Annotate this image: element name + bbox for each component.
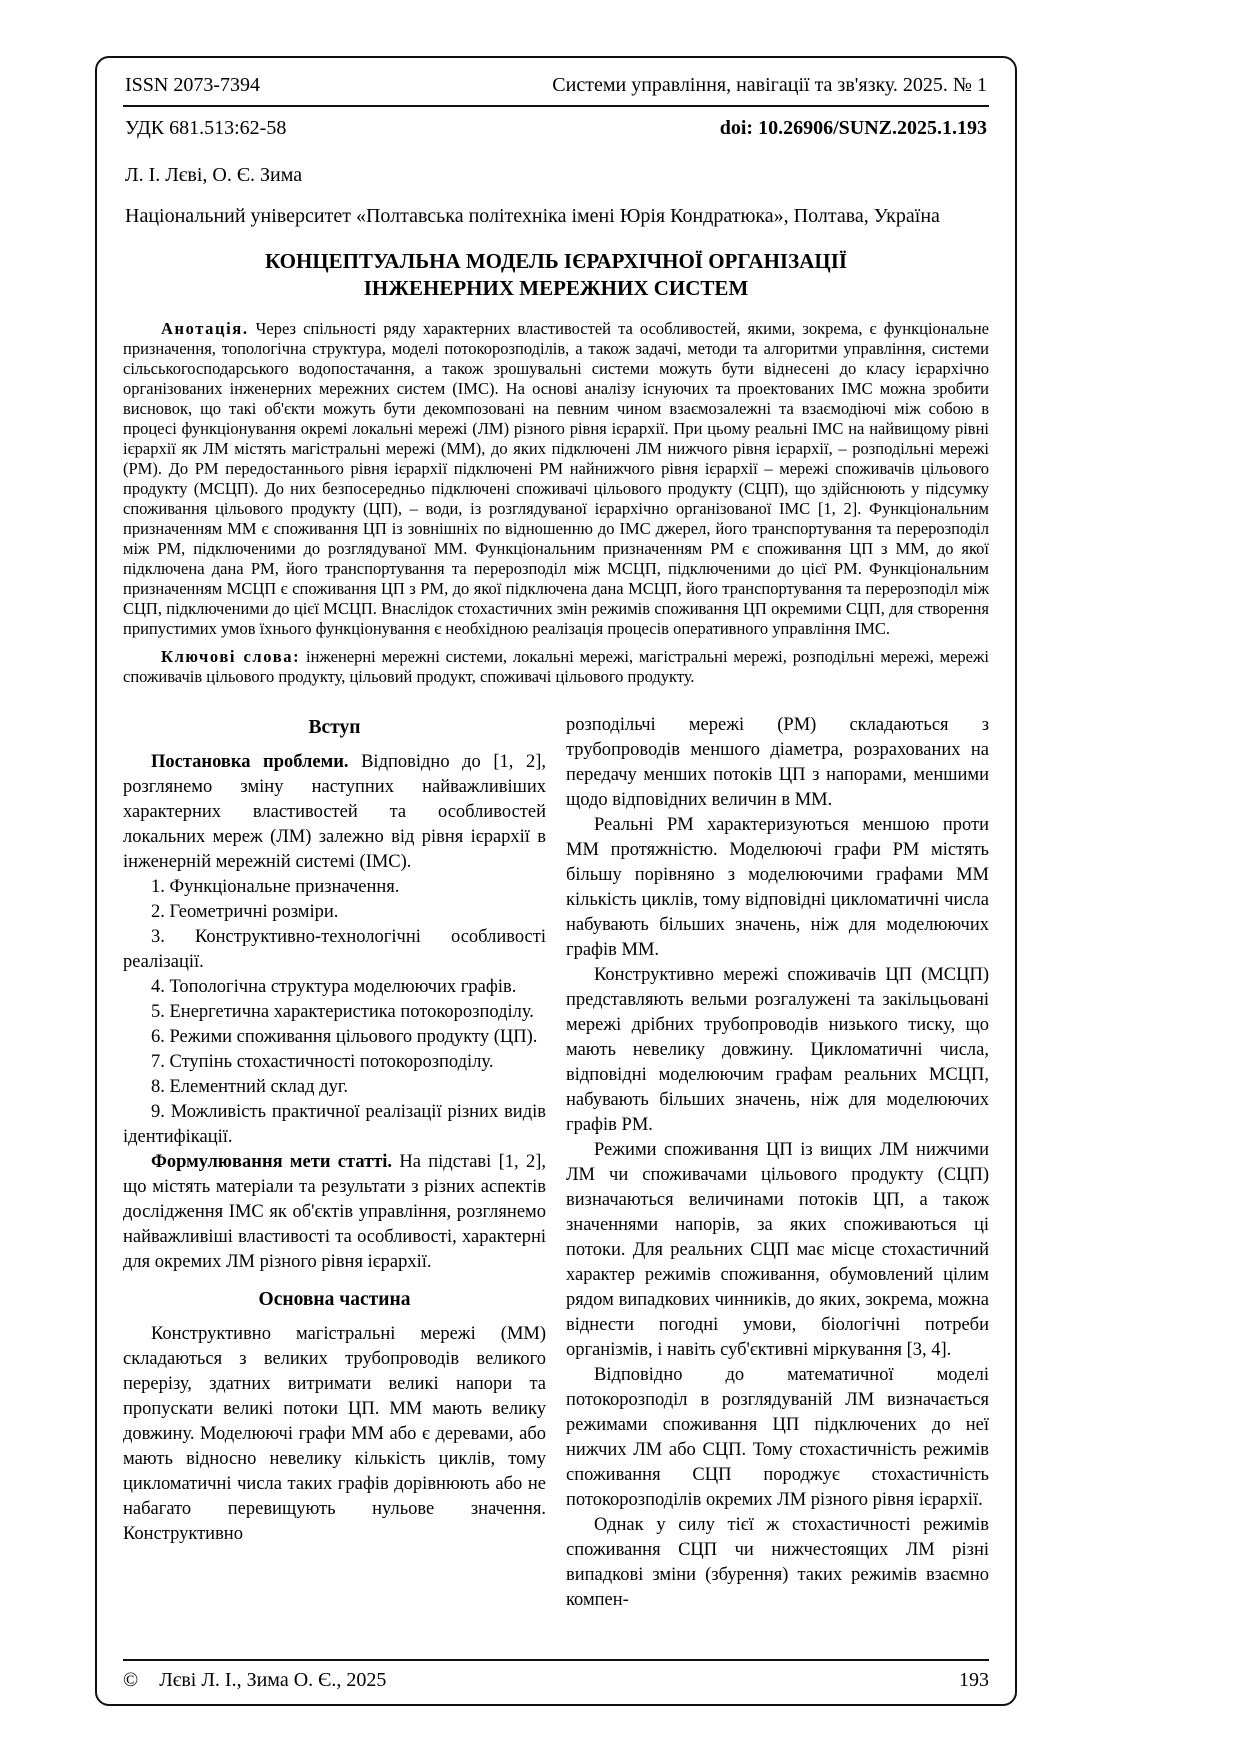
issn-label: ISSN 2073-7394: [125, 74, 261, 96]
abstract-paragraph: [123, 319, 989, 639]
page-footer: [123, 1659, 989, 1692]
problem-statement-lead: Постановка проблеми.: [151, 751, 349, 772]
problem-statement-paragraph: [123, 750, 546, 875]
right-paragraph-3: Конструктивно мережі споживачів ЦП (МСЦП) представляють вельми розгалужені та закільцьовані мережі дрібних трубопроводів низького тиску, що мають невелику довжину. Цикломатичні числа, відповідні моделюючим графам реальних МСЦП, набувають більших значень, ніж для моделюючих графів РМ.: [566, 964, 989, 1135]
right-paragraph-2: Реальні РМ характеризуються меншою проти ММ протяжністю. Моделюючі графи РМ містять більшу порівняно з моделюючими графами ММ кількість циклів, тому відповідні цикломатичні числа набувають більших значень, ніж для моделюючих графів ММ.: [566, 814, 989, 960]
journal-title: Системи управління, навігації та зв'язку. 2025. № 1: [552, 74, 987, 96]
goal-lead: Формулювання мети статті.: [151, 1151, 393, 1172]
abstract-text: Через спільності ряду характерних властивостей та особливостей, якими, зокрема, є функціональне призначення, топологічна структура, моделі потокорозподілів, а також задачі, методи та алгоритми управління, системи сільськогосподарського водопостачання, а також зрошувальні системи можуть бути віднесені до класу ієрархічно організованих інженерних мережних систем (ІМС). На основі аналізу існуючих та проектованих ІМС можна зробити висновок, що такі об'єкти можуть бути декомпозовані на певним чином взаємозалежні та взаємодіючі між собою в процесі функціонування окремі локальні мережі (ЛМ) різного рівня ієрархії. При цьому реальні ІМС на найвищому рівні ієрархії як ЛМ містять магістральні мережі (ММ), до яких підключені ЛМ нижчого рівня ієрархії, – розподільні мережі (РМ). До РМ передостаннього рівня ієрархії підключені РМ найнижчого рівня ієрархії – мережі споживачів цільового продукту (МСЦП). До них безпосередньо підключені споживачі цільового продукту (СЦП), що здійснюють у підсумку споживання цільового продукту (ЦП), – води, із розглядуваної ієрархічно організованої ІМС [1, 2]. Функціональним призначенням ММ є споживання ЦП із зовнішніх по відношенню до ІМС джерел, його транспортування та перерозподіл між РМ, підключеними до розглядуваної ММ. Функціональним призначенням РМ є споживання ЦП з ММ, до якої підключена дана РМ, його транспортування та перерозподіл між МСЦП, підключеними до цієї РМ. Функціональним призначенням МСЦП є споживання ЦП з РМ, до якої підключена дана МСЦП, його транспортування та перерозподіл між СЦП, підключеними до цієї МСЦП. Внаслідок стохастичних змін режимів споживання ЦП окремими СЦП, для створення припустимих умов їхнього функціонування є необхідною реалізація процесів оперативного управління ІМС.: [123, 318, 989, 638]
paper-title-line1: КОНЦЕПТУАЛЬНА МОДЕЛЬ ІЄРАРХІЧНОЇ ОРГАНІЗАЦІЇ: [264, 249, 848, 273]
paper-title: [123, 248, 989, 303]
copyright-text: Лєві Л. І., Зима О. Є., 2025: [159, 1669, 387, 1691]
list-item-8: 8. Елементний склад дуг.: [151, 1076, 348, 1097]
udk-code: УДК 681.513:62-58: [125, 117, 287, 139]
copyright-icon: ©: [123, 1669, 139, 1691]
two-column-body: [123, 713, 989, 1613]
page-frame: [95, 56, 1017, 1706]
right-column: [566, 713, 989, 1613]
list-item-6: 6. Режими споживання цільового продукту (ЦП).: [151, 1026, 538, 1047]
copyright-line: [123, 1669, 386, 1692]
list-item-2: 2. Геометричні розміри.: [151, 901, 339, 922]
main-left-paragraph: Конструктивно магістральні мережі (ММ) складаються з великих трубопроводів великого перерізу, здатних витримати великі напори та пропускати великі потоки ЦП. ММ мають велику довжину. Моделюючі графи ММ або є деревами, або мають відносно невелику кількість циклів, тому цикломатичні числа таких графів дорівнюють або не набагато перевищують нульове значення. Конструктивно: [123, 1323, 546, 1544]
list-item-1: 1. Функціональне призначення.: [151, 876, 400, 897]
list-item-5: 5. Енергетична характеристика потокорозподілу.: [151, 1001, 534, 1022]
list-item-9: 9. Можливість практичної реалізації різних видів ідентифікації.: [123, 1101, 546, 1147]
keywords-text: інженерні мережні системи, локальні мережі, магістральні мережі, розподільні мережі, мережі споживачів цільового продукту, цільовий продукт, споживачі цільового продукту.: [123, 646, 989, 686]
section-heading-intro: Вступ: [308, 716, 361, 738]
abstract-label: Анотація.: [161, 318, 249, 338]
affiliation-line: Національний університет «Полтавська політехніка імені Юрія Кондратюка», Полтава, Україна: [125, 205, 940, 227]
list-item-7: 7. Ступінь стохастичності потокорозподілу.: [151, 1051, 494, 1072]
list-item-3: 3. Конструктивно-технологічні особливості реалізації.: [123, 926, 546, 972]
keywords-paragraph: [123, 647, 989, 687]
right-paragraph-4: Режими споживання ЦП із вищих ЛМ нижчими ЛМ чи споживачами цільового продукту (СЦП) визначаються величинами потоків ЦП, а також значеннями напорів, за яких споживаються ці потоки. Для реальних СЦП має місце стохастичний характер режимів споживання, обумовлений цілим рядом випадкових чинників, до яких, зокрема, можна віднести погодні умови, біологічні потреби організмів, і навіть суб'єктивні міркування [3, 4].: [566, 1139, 989, 1360]
running-header: [123, 72, 989, 105]
right-paragraph-1: розподільчі мережі (РМ) складаються з трубопроводів меншого діаметра, розрахованих на передачу менших потоків ЦП з напорами, меншими щодо відповідних величин в ММ.: [566, 714, 989, 810]
goal-paragraph: [123, 1150, 546, 1275]
meta-row: [123, 117, 989, 140]
right-paragraph-6: Однак у силу тієї ж стохастичності режимів споживання СЦП чи нижчестоящих ЛМ різні випадкові зміни (збурення) таких режимів взаємно компен-: [566, 1514, 989, 1610]
problem-statement-text: Відповідно до [1, 2], розглянемо зміну наступних найважливіших характерних властивостей та особливостей локальних мереж (ЛМ) залежно від рівня ієрархії в інженерній мережній системі (ІМС).: [123, 751, 547, 872]
paper-title-line2: ІНЖЕНЕРНИХ МЕРЕЖНИХ СИСТЕМ: [363, 276, 749, 301]
goal-text: На підставі [1, 2], що містять матеріали та результати з різних аспектів дослідження ІМС як об'єктів управління, розглянемо найважливіші властивості та особливості, характерні для окремих ЛМ різного рівня ієрархії.: [123, 1151, 546, 1272]
right-paragraph-5: Відповідно до математичної моделі потокорозподіл в розглядуваній ЛМ визначається режимами споживання ЦП підключених до неї нижчих ЛМ або СЦП. Тому стохастичність режимів споживання СЦП породжує стохастичність потокорозподілів окремих ЛМ різного рівня ієрархії.: [566, 1364, 989, 1510]
doi-label: doi: 10.26906/SUNZ.2025.1.193: [719, 117, 987, 139]
header-divider: [123, 105, 989, 107]
left-column: [123, 713, 546, 1613]
page-number: 193: [959, 1669, 989, 1691]
section-heading-main: Основна частина: [258, 1288, 411, 1310]
authors-line: Л. І. Лєві, О. Є. Зима: [125, 164, 303, 186]
list-item-4: 4. Топологічна структура моделюючих графів.: [151, 976, 517, 997]
keywords-label: Ключові слова:: [161, 646, 301, 666]
